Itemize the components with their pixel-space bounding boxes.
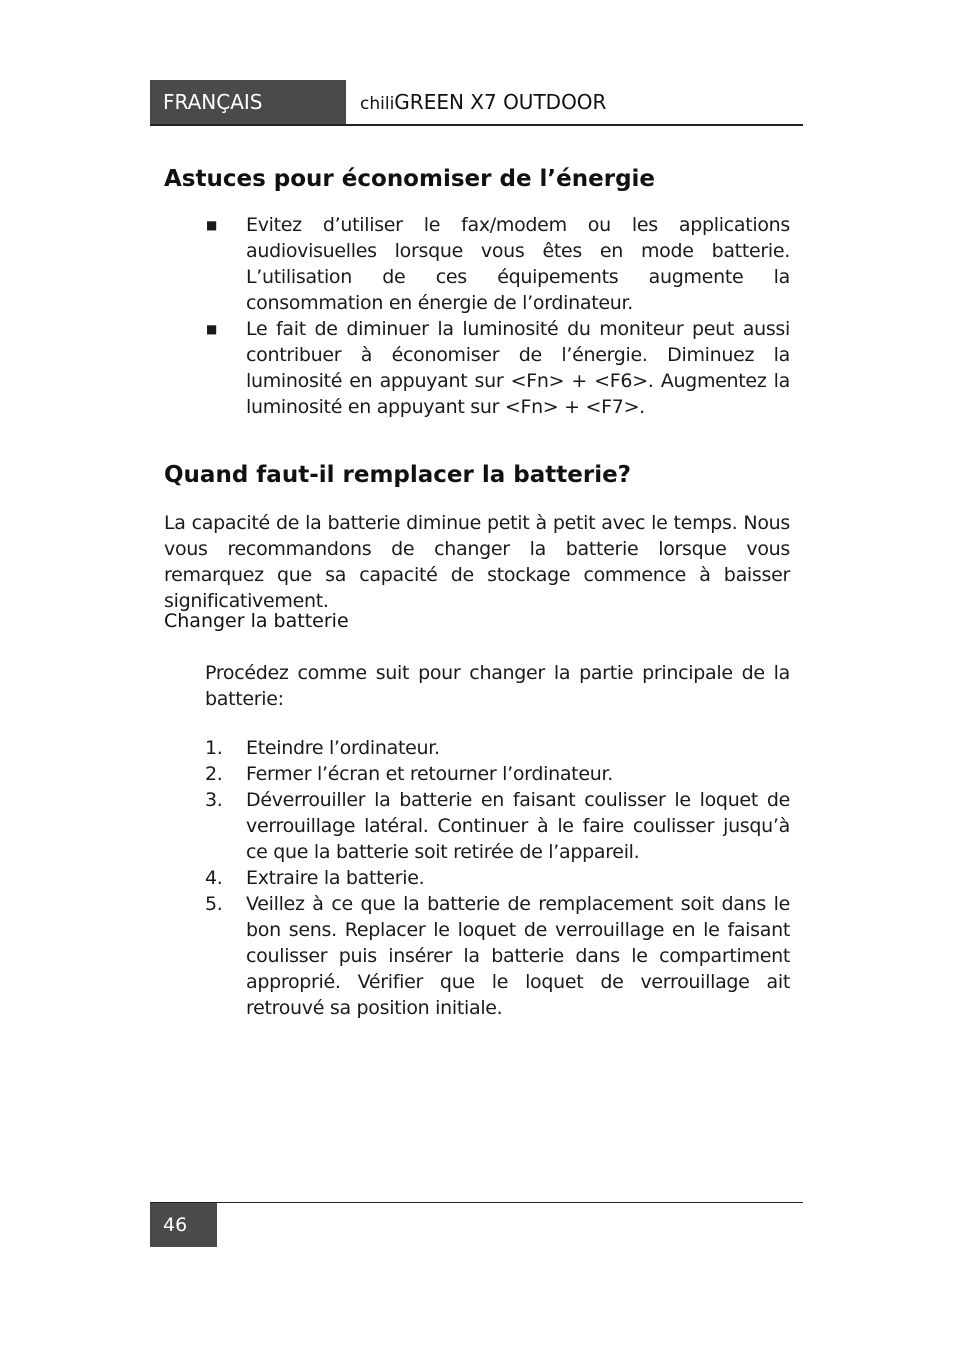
step-number: 2. xyxy=(205,763,223,785)
replace-intro-paragraph: La capacité de la batterie diminue petit à petit avec le temps. Nous vous recommandons de changer la batterie lorsque vous remarquez que sa capacité de stockage commence à baisser significativement. xyxy=(164,512,790,612)
step-text: Extraire la batterie. xyxy=(246,867,425,889)
list-item xyxy=(164,865,790,891)
square-bullet-icon: ■ xyxy=(206,322,218,336)
product-name: GREEN X7 OUTDOOR xyxy=(394,90,607,114)
energy-tips-list xyxy=(164,212,790,420)
step-number: 4. xyxy=(205,867,223,889)
step-number: 3. xyxy=(205,789,223,811)
step-number: 1. xyxy=(205,737,223,759)
step-text: Eteindre l’ordinateur. xyxy=(246,737,440,759)
step-text: Fermer l’écran et retourner l’ordinateur. xyxy=(246,763,613,785)
subheading-change-battery: Changer la batterie xyxy=(164,610,349,632)
section-title-replace: Quand faut-il remplacer la batterie? xyxy=(164,462,632,488)
square-bullet-icon: ■ xyxy=(206,218,218,232)
procedure-intro-paragraph: Procédez comme suit pour changer la partie principale de la batterie: xyxy=(205,662,790,710)
product-prefix: chili xyxy=(360,94,395,114)
section-title-energy: Astuces pour économiser de l’énergie xyxy=(164,166,656,192)
step-text: Déverrouiller la batterie en faisant coulisser le loquet de verrouillage latéral. Continuer à le faire coulisser jusqu’à ce que la batterie soit retirée de l’appareil. xyxy=(246,789,790,863)
page-number: 46 xyxy=(150,1203,217,1247)
list-item xyxy=(164,212,790,316)
list-item xyxy=(164,787,790,865)
page-header xyxy=(150,80,803,126)
product-title xyxy=(360,80,606,124)
list-item xyxy=(164,761,790,787)
list-item xyxy=(164,735,790,761)
language-tab: FRANÇAIS xyxy=(150,80,346,124)
steps-list xyxy=(164,735,790,1021)
step-number: 5. xyxy=(205,893,223,915)
list-item xyxy=(164,891,790,1021)
step-text: Veillez à ce que la batterie de remplacement soit dans le bon sens. Replacer le loquet de verrouillage en le faisant coulisser puis insérer la batterie dans le compartiment approprié. Vérifier que le loquet de verrouillage ait retrouvé sa position initiale. xyxy=(246,893,790,1019)
footer-divider xyxy=(150,1202,803,1203)
list-item-text: Le fait de diminuer la luminosité du moniteur peut aussi contribuer à économiser de l’énergie. Diminuez la luminosité en appuyant sur <Fn> + <F6>. Augmentez la luminosité en appuyant sur <Fn> + <F7>. xyxy=(246,318,790,418)
list-item-text: Evitez d’utiliser le fax/modem ou les applications audiovisuelles lorsque vous êtes en mode batterie. L’utilisation de ces équipements augmente la consommation en énergie de l’ordinateur. xyxy=(246,214,790,314)
list-item xyxy=(164,316,790,420)
